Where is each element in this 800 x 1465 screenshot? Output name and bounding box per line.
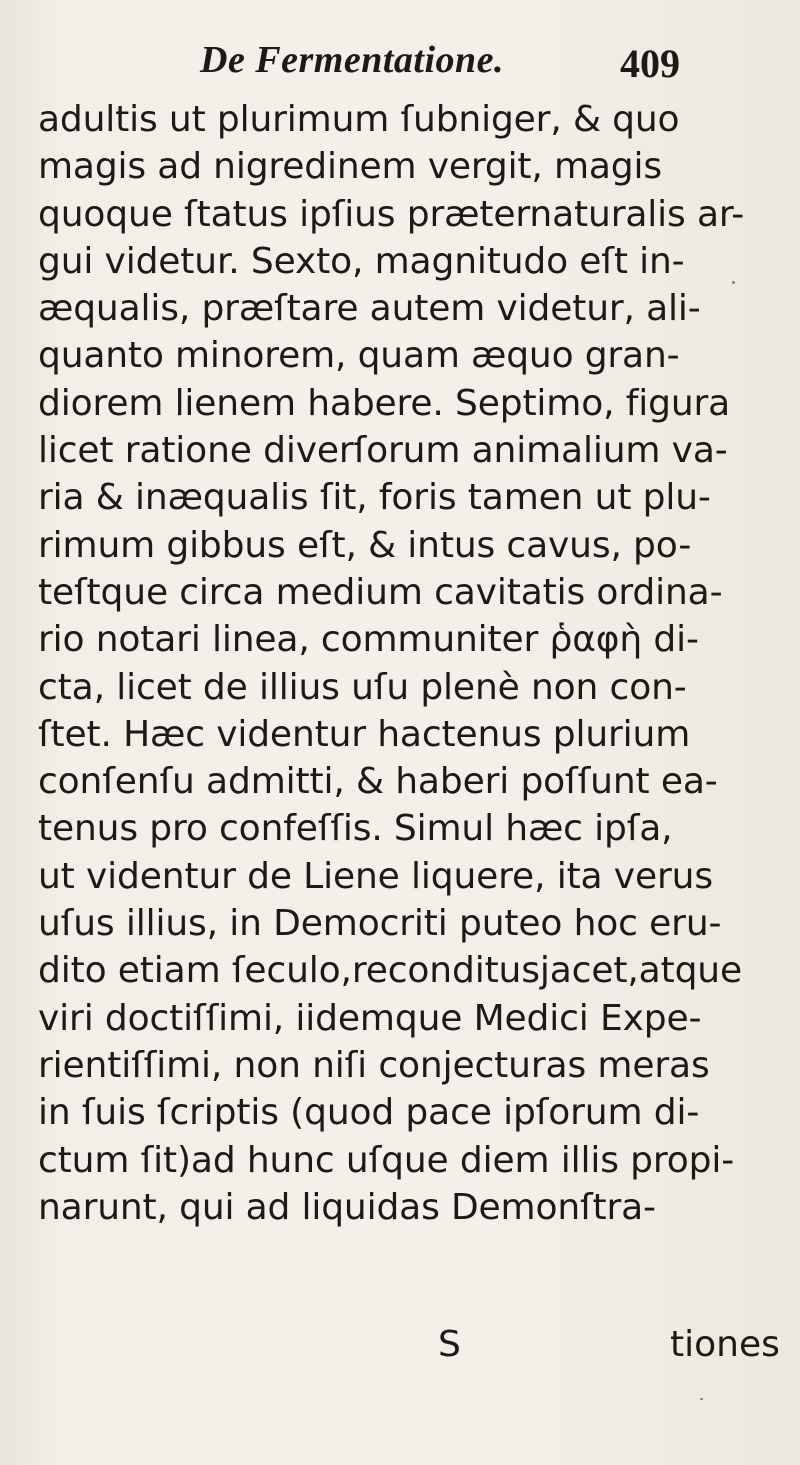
text-line: ctum ſit)ad hunc uſque diem illis propi- <box>38 1139 735 1181</box>
text-line: quoque ſtatus ipſius præternaturalis ar- <box>38 193 745 235</box>
text-line: narunt, qui ad liquidas Demonſtra- <box>38 1186 656 1228</box>
text-line: æqualis, præſtare autem videtur, ali- <box>38 288 701 330</box>
text-line: magis ad nigredinem vergit, magis <box>38 146 662 188</box>
catchword: tiones <box>670 1324 780 1365</box>
text-line: adultis ut plurimum ſubniger, & quo <box>38 99 680 140</box>
text-line: gui videtur. Sexto, magnitudo eſt in- <box>38 240 685 282</box>
text-line: ria & inæqualis ſit, foris tamen ut plu- <box>38 477 711 519</box>
ink-speck <box>732 281 735 284</box>
text-line: diorem lienem habere. Septimo, figura <box>38 382 731 424</box>
running-title: De Fermentatione. <box>200 39 505 81</box>
text-line: tenus pro confeſſis. Simul hæc ipſa, <box>38 808 673 850</box>
text-line: viri doctiſſimi, iidemque Medici Expe- <box>38 997 702 1039</box>
page-number: 409 <box>620 41 680 86</box>
body-text <box>38 96 788 1231</box>
text-line: rio notari linea, communiter ῥαφὴ di- <box>38 619 699 661</box>
text-line: licet ratione diverſorum animalium va- <box>38 430 728 472</box>
text-line: cta, licet de illius uſu plenè non con- <box>38 666 687 708</box>
text-line: uſus illius, in Democriti puteo hoc eru- <box>38 903 722 945</box>
text-line: in ſuis ſcriptis (quod pace ipſorum di- <box>38 1092 700 1134</box>
page-header <box>200 38 680 100</box>
text-line: dito etiam ſeculo,reconditusjacet,atque <box>38 950 742 992</box>
text-line: quanto minorem, quam æquo gran- <box>38 335 680 377</box>
text-line: ſtet. Hæc videntur hactenus plurium <box>38 713 691 755</box>
signature-mark: S <box>438 1324 461 1365</box>
ink-speck <box>700 1398 703 1400</box>
text-line: rientiſſimi, non niſi conjecturas meras <box>38 1044 710 1086</box>
text-line: ut videntur de Liene liquere, ita verus <box>38 855 713 897</box>
page-footer <box>0 1322 800 1372</box>
text-line: rimum gibbus eſt, & intus cavus, po- <box>38 524 692 566</box>
text-line: conſenſu admitti, & haberi poſſunt ea- <box>38 761 718 803</box>
text-line: teſtque circa medium cavitatis ordina- <box>38 571 723 613</box>
